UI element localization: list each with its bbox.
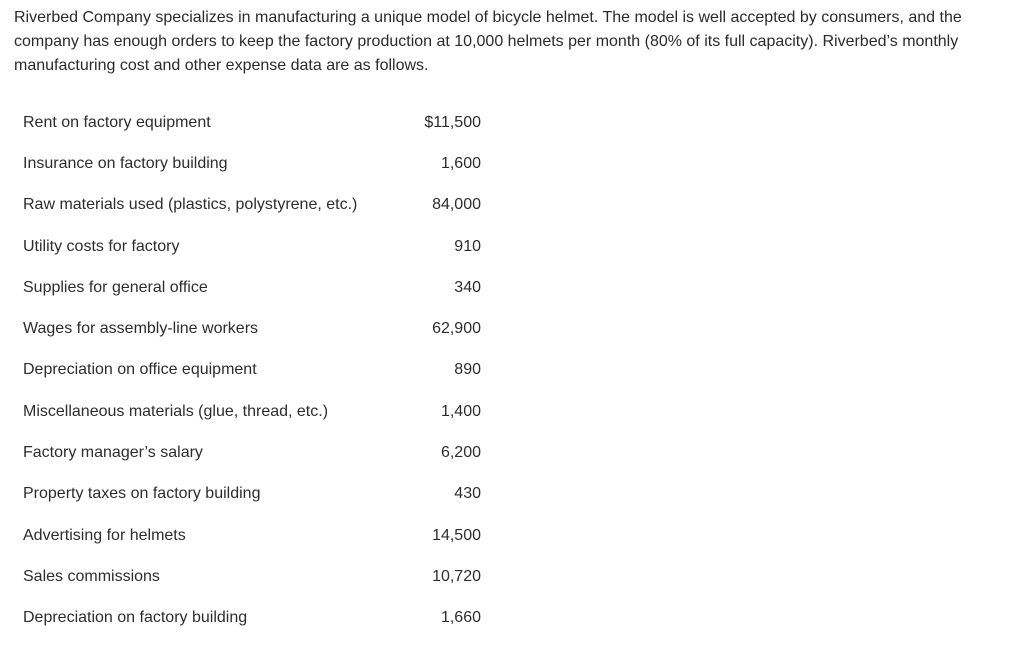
expense-amount: 340 [454,278,481,296]
expense-amount: 1,660 [440,609,481,627]
expense-label: Sales commissions [23,567,160,585]
table-row [14,391,481,432]
expense-amount: 890 [454,361,481,379]
expense-label: Factory manager’s salary [23,444,203,462]
expense-label: Depreciation on factory building [23,609,248,627]
expense-amount: 10,720 [432,567,481,585]
table-row [14,226,481,267]
expense-label: Supplies for general office [23,278,208,296]
expense-label: Advertising for helmets [23,526,186,544]
expense-amount: 14,500 [432,526,481,544]
expense-amount: 910 [454,237,481,255]
expense-table [14,102,481,639]
table-row [14,432,481,473]
table-row [14,185,481,226]
table-row [14,556,481,597]
expense-label: Insurance on factory building [23,154,228,172]
expense-label: Rent on factory equipment [23,113,211,131]
expense-amount: 62,900 [432,320,481,338]
table-row [14,102,481,143]
expense-label: Raw materials used (plastics, polystyrene, etc.) [23,196,358,214]
table-row [14,350,481,391]
table-row [14,598,481,639]
expense-amount: 1,600 [440,154,481,172]
table-row [14,308,481,349]
expense-amount: 1,400 [440,402,481,420]
expense-label: Miscellaneous materials (glue, thread, etc.) [23,402,329,420]
table-row [14,143,481,184]
problem-intro: Riverbed Company specializes in manufacturing a unique model of bicycle helmet. The model is well accepted by consumers, and the company has enough orders to keep the factory production at 10,000 helmets per month (80% of its full capacity). Riverbed’s monthly manufacturing cost and other expense data are as follows. [14,9,962,74]
expense-label: Wages for assembly-line workers [23,320,259,338]
expense-label: Property taxes on factory building [23,485,261,503]
table-row [14,515,481,556]
expense-amount: 84,000 [432,196,481,214]
expense-amount: 6,200 [440,444,481,462]
table-row [14,267,481,308]
expense-amount: $11,500 [424,113,481,131]
expense-amount: 430 [454,485,481,503]
table-row [14,474,481,515]
expense-label: Utility costs for factory [23,237,180,255]
expense-label: Depreciation on office equipment [23,361,257,379]
